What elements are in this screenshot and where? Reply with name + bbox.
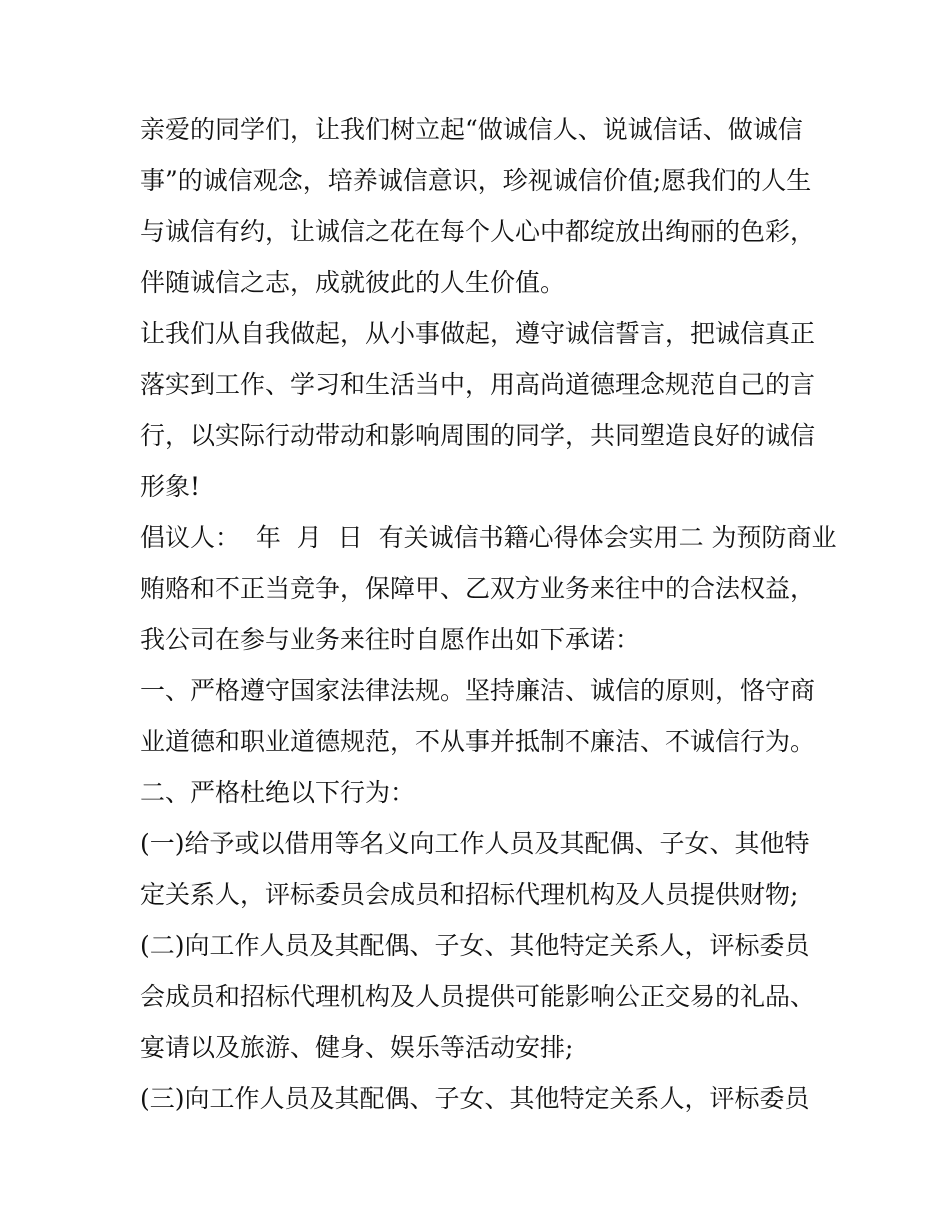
- text-line: 贿赂和不正当竞争，保障甲、乙双方业务来往中的合法权益，: [140, 574, 816, 603]
- text-line: (三)向工作人员及其配偶、子女、其他特定关系人，评标委员: [140, 1084, 810, 1113]
- text-line: 二、严格杜绝以下行为：: [140, 778, 416, 807]
- text-line: 伴随诚信之志，成就彼此的人生价值。: [140, 268, 566, 297]
- text-line: 一、严格遵守国家法律法规。坚持廉洁、诚信的原则，恪守商: [140, 676, 816, 705]
- text-line: 事”的诚信观念，培养诚信意识，珍视诚信价值;愿我们的人生: [140, 166, 812, 195]
- text-line: 会成员和招标代理机构及人员提供可能影响公正交易的礼品、: [140, 982, 816, 1011]
- text-line: 我公司在参与业务来往时自愿作出如下承诺：: [140, 625, 641, 654]
- text-line: 定关系人，评标委员会成员和招标代理机构及人员提供财物;: [140, 880, 799, 909]
- text-line: 亲爱的同学们，让我们树立起“做诚信人、说诚信话、做诚信: [140, 115, 803, 144]
- text-line: 业道德和职业道德规范，不从事并抵制不廉洁、不诚信行为。: [140, 727, 816, 756]
- text-line: 与诚信有约，让诚信之花在每个人心中都绽放出绚丽的色彩，: [140, 217, 816, 246]
- text-line: 倡议人： 年 月 日 有关诚信书籍心得体会实用二 为预防商业: [140, 523, 837, 552]
- text-line: 让我们从自我做起，从小事做起，遵守诚信誓言，把诚信真正: [140, 319, 816, 348]
- text-line: 形象!: [140, 472, 201, 501]
- document-body: [140, 104, 837, 1124]
- text-line: 宴请以及旅游、健身、娱乐等活动安排;: [140, 1033, 574, 1062]
- text-line: (二)向工作人员及其配偶、子女、其他特定关系人，评标委员: [140, 931, 810, 960]
- text-line: 落实到工作、学习和生活当中，用高尚道德理念规范自己的言: [140, 370, 816, 399]
- text-line: (一)给予或以借用等名义向工作人员及其配偶、子女、其他特: [140, 829, 810, 858]
- text-line: 行，以实际行动带动和影响周围的同学，共同塑造良好的诚信: [140, 421, 816, 450]
